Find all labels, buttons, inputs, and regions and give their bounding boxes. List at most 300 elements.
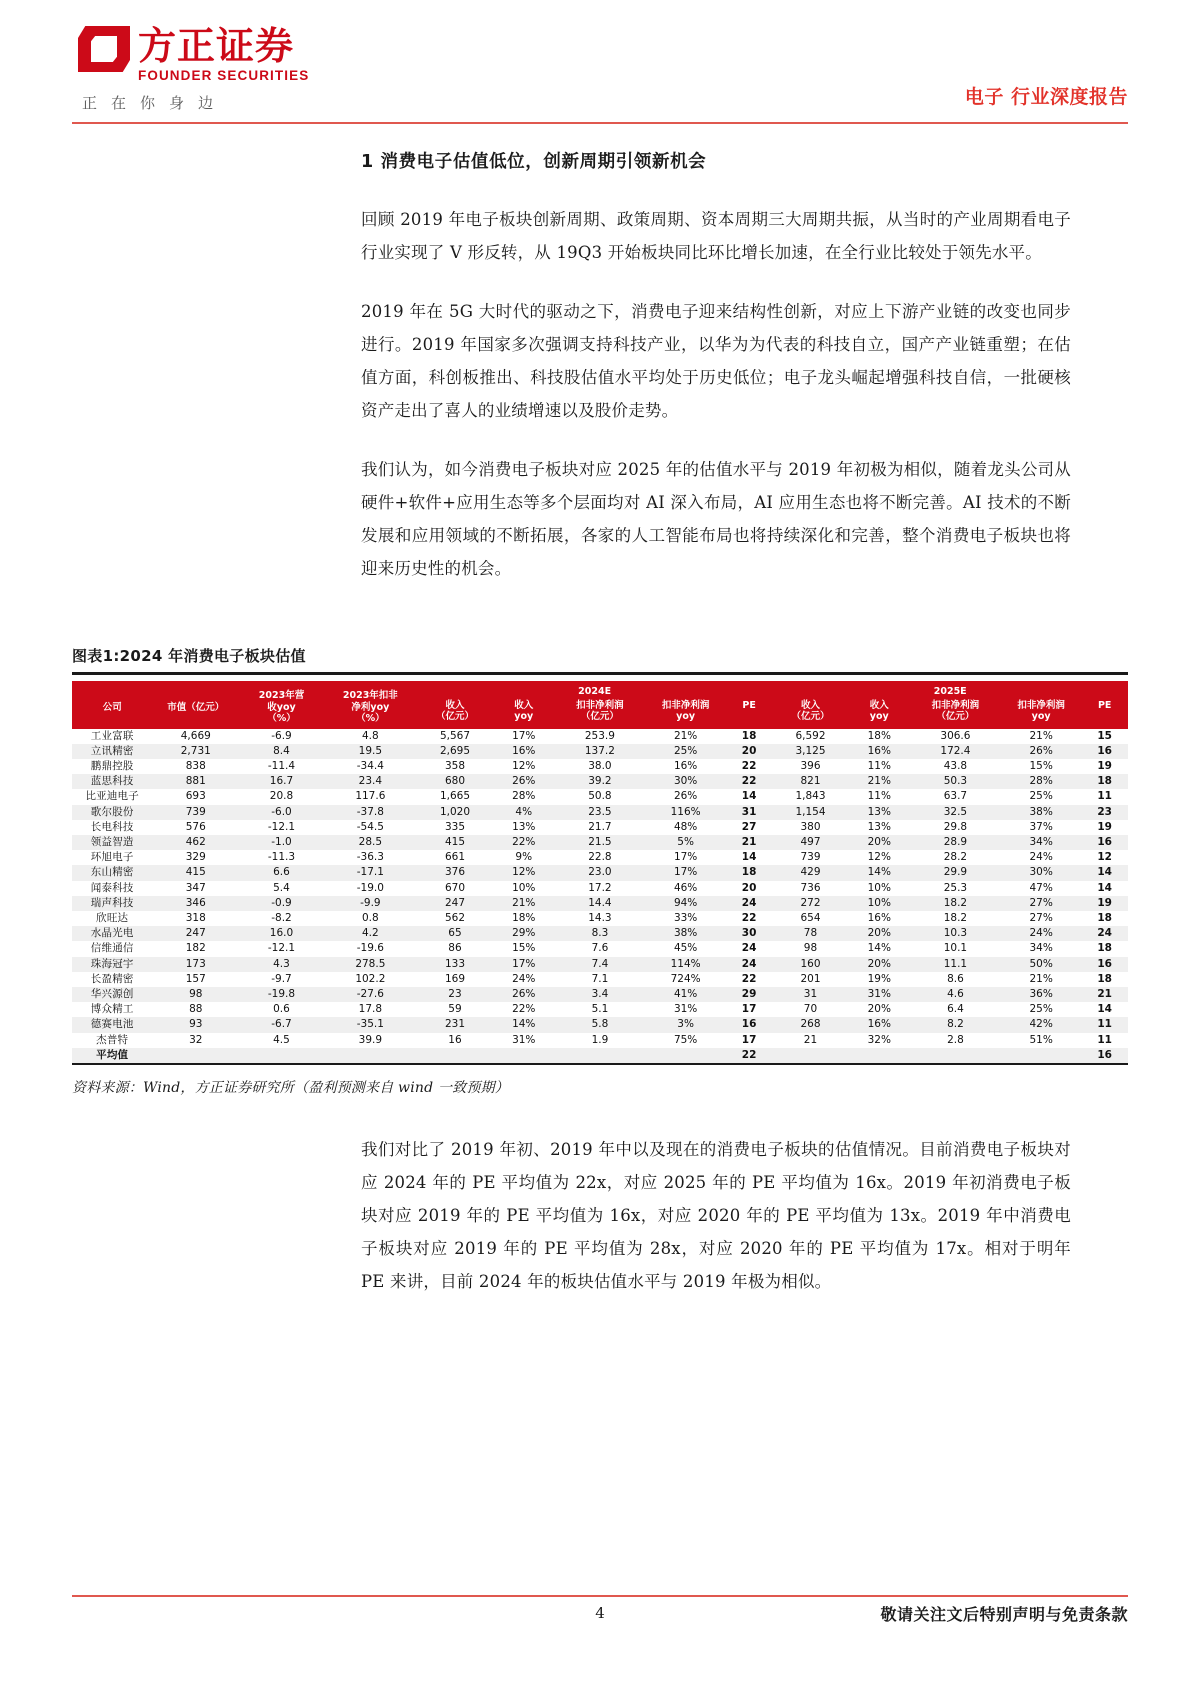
cell-np24: 50.8 (554, 789, 645, 804)
cell-revyoy24: 12% (493, 865, 554, 880)
cell-mktcap: 247 (152, 926, 239, 941)
cell-rev25: 429 (772, 865, 848, 880)
cell-revyoy25: 13% (849, 820, 910, 835)
cell-revyoy24: 22% (493, 835, 554, 850)
cell-npyoy25: 27% (1001, 896, 1081, 911)
cell-name: 环旭电子 (72, 850, 152, 865)
cell-revyoy24: 13% (493, 820, 554, 835)
cell-rev25: 821 (772, 774, 848, 789)
cell-rev24: 5,567 (417, 729, 493, 744)
cell-np23: 19.5 (324, 744, 417, 759)
cell-mktcap: 881 (152, 774, 239, 789)
cell-rev24: 86 (417, 941, 493, 956)
cell-mktcap: 318 (152, 911, 239, 926)
cell-np24: 39.2 (554, 774, 645, 789)
cell-rev25: 272 (772, 896, 848, 911)
th-np-yoy-2023-line2: 净利yoy (351, 701, 390, 713)
cell-revyoy24: 16% (493, 744, 554, 759)
cell-np24: 8.3 (554, 926, 645, 941)
cell-rev24: 1,665 (417, 789, 493, 804)
cell-pe24: 22 (726, 759, 773, 774)
figure-top-rule (72, 672, 1128, 675)
th-rev-2024 (417, 700, 493, 729)
cell-npyoy25: 25% (1001, 789, 1081, 804)
cell-pe24: 18 (726, 865, 773, 880)
cell-name: 信维通信 (72, 941, 152, 956)
cell-mktcap: 739 (152, 805, 239, 820)
table-row (72, 881, 1128, 896)
table-row (72, 941, 1128, 956)
cell-mktcap: 173 (152, 957, 239, 972)
cell-pe24: 24 (726, 896, 773, 911)
table-row (72, 759, 1128, 774)
cell-npyoy24: 3% (645, 1017, 725, 1032)
table-row (72, 789, 1128, 804)
cell-np24: 14.4 (554, 896, 645, 911)
th-npyoy-2025 (1001, 700, 1081, 729)
cell-name: 立讯精密 (72, 744, 152, 759)
cell-pe25: 16 (1081, 957, 1128, 972)
cell-revyoy25: 21% (849, 774, 910, 789)
cell-rev23: -6.9 (239, 729, 324, 744)
cell-np23: -9.9 (324, 896, 417, 911)
cell-rev24: 358 (417, 759, 493, 774)
cell-np24: 7.6 (554, 941, 645, 956)
cell-np23: 17.8 (324, 1002, 417, 1017)
th-revyoy-2025-line1: 收入 (869, 699, 889, 711)
cell-revyoy25: 20% (849, 1002, 910, 1017)
cell-pe24: 17 (726, 1033, 773, 1048)
table-row (72, 1002, 1128, 1017)
cell-npyoy25: 51% (1001, 1033, 1081, 1048)
cell-npyoy24: 21% (645, 729, 725, 744)
avg-cell-revyoy24 (493, 1048, 554, 1063)
valuation-table (72, 681, 1128, 1063)
cell-pe25: 18 (1081, 972, 1128, 987)
cell-np25: 50.3 (910, 774, 1001, 789)
cell-npyoy25: 21% (1001, 729, 1081, 744)
cell-pe24: 22 (726, 972, 773, 987)
avg-cell-np25 (910, 1048, 1001, 1063)
cell-npyoy24: 38% (645, 926, 725, 941)
cell-np25: 32.5 (910, 805, 1001, 820)
cell-np23: 278.5 (324, 957, 417, 972)
founder-logo-mark (78, 26, 130, 72)
cell-rev25: 78 (772, 926, 848, 941)
cell-pe24: 16 (726, 1017, 773, 1032)
cell-pe24: 20 (726, 744, 773, 759)
avg-cell-npyoy25 (1001, 1048, 1081, 1063)
cell-np25: 2.8 (910, 1033, 1001, 1048)
cell-rev24: 247 (417, 896, 493, 911)
cell-rev23: 6.6 (239, 865, 324, 880)
cell-rev23: -12.1 (239, 820, 324, 835)
cell-rev23: -1.0 (239, 835, 324, 850)
table-row (72, 744, 1128, 759)
table-average-row (72, 1048, 1128, 1063)
th-group-2025e: 2025E (772, 681, 1128, 700)
cell-revyoy24: 18% (493, 911, 554, 926)
paragraph-2: 2019 年在 5G 大时代的驱动之下，消费电子迎来结构性创新，对应上下游产业链的改变也同步进行。2019 年国家多次强调支持科技产业，以华为为代表的科技自立，国产产业链重塑；在估值方面，科创板推出、科技股估值水平均处于历史低位；电子龙头崛起增强科技自信，一批硬核资产走出了喜人的业绩增速以及股价走势。 (361, 302, 1071, 420)
cell-npyoy24: 41% (645, 987, 725, 1002)
cell-np25: 8.2 (910, 1017, 1001, 1032)
table-row (72, 972, 1128, 987)
footer-disclaimer: 敬请关注文后特别声明与免责条款 (880, 1605, 1128, 1624)
cell-mktcap: 576 (152, 820, 239, 835)
th-np-yoy-2023-line1: 2023年扣非 (342, 690, 398, 701)
cell-mktcap: 93 (152, 1017, 239, 1032)
table-row (72, 1033, 1128, 1048)
cell-rev24: 23 (417, 987, 493, 1002)
th-rev-yoy-2023-line1: 2023年营 (258, 690, 305, 701)
cell-pe24: 24 (726, 957, 773, 972)
cell-revyoy25: 14% (849, 941, 910, 956)
cell-rev23: -12.1 (239, 941, 324, 956)
cell-revyoy24: 4% (493, 805, 554, 820)
cell-np25: 43.8 (910, 759, 1001, 774)
cell-rev23: -6.0 (239, 805, 324, 820)
cell-revyoy24: 21% (493, 896, 554, 911)
cell-rev25: 31 (772, 987, 848, 1002)
cell-revyoy24: 10% (493, 881, 554, 896)
avg-cell-pe25: 16 (1081, 1048, 1128, 1063)
th-revyoy-2024-line1: 收入 (514, 699, 534, 711)
cell-name: 华兴源创 (72, 987, 152, 1002)
cell-np25: 10.3 (910, 926, 1001, 941)
cell-npyoy25: 26% (1001, 744, 1081, 759)
cell-np24: 3.4 (554, 987, 645, 1002)
cell-rev24: 169 (417, 972, 493, 987)
avg-cell-revyoy25 (849, 1048, 910, 1063)
cell-revyoy24: 15% (493, 941, 554, 956)
cell-np25: 29.9 (910, 865, 1001, 880)
avg-cell-mktcap (152, 1048, 239, 1063)
cell-revyoy25: 11% (849, 759, 910, 774)
cell-revyoy24: 17% (493, 729, 554, 744)
cell-name: 蓝思科技 (72, 774, 152, 789)
cell-rev23: -9.7 (239, 972, 324, 987)
paragraph-3: 我们认为，如今消费电子板块对应 2025 年的估值水平与 2019 年初极为相似，随着龙头公司从硬件+软件+应用生态等多个层面均对 AI 深入布局，AI 应用生态也将不断完善。AI 技术的不断发展和应用领域的不断拓展，各家的人工智能布局也将持续深化和完善，整个消费电子板块也将迎来历史性的机会。 (361, 460, 1071, 578)
paragraph-closing: 我们对比了 2019 年初、2019 年中以及现在的消费电子板块的估值情况。目前消费电子板块对应 2024 年的 PE 平均值为 22x，对应 2025 年的 PE 平均值为 16x。2019 年初消费电子板块对应 2019 年的 PE 平均值为 16x，对应 2020 年的 PE 平均值为 13x。2019 年中消费电子板块对应 2019 年的 PE 平均值为 28x，对应 2020 年的 PE 平均值为 17x。相对于明年 PE 来讲，目前 2024 年的板块估值水平与 2019 年极为相似。 (361, 1140, 1071, 1291)
table-row (72, 896, 1128, 911)
cell-mktcap: 415 (152, 865, 239, 880)
th-revyoy-2024-line2: yoy (514, 711, 534, 722)
cell-revyoy25: 16% (849, 1017, 910, 1032)
cell-npyoy24: 30% (645, 774, 725, 789)
cell-pe24: 17 (726, 1002, 773, 1017)
cell-mktcap: 347 (152, 881, 239, 896)
cell-npyoy25: 24% (1001, 926, 1081, 941)
th-npyoy-2025-line2: yoy (1031, 711, 1051, 722)
th-np-2025 (910, 700, 1001, 729)
cell-revyoy25: 16% (849, 744, 910, 759)
cell-npyoy25: 34% (1001, 941, 1081, 956)
cell-name: 瑞声科技 (72, 896, 152, 911)
cell-np25: 18.2 (910, 896, 1001, 911)
table-row (72, 926, 1128, 941)
cell-pe25: 14 (1081, 865, 1128, 880)
cell-rev24: 335 (417, 820, 493, 835)
cell-pe25: 14 (1081, 881, 1128, 896)
avg-cell-rev25 (772, 1048, 848, 1063)
th-npyoy-2024-line1: 扣非净利润 (661, 699, 710, 711)
th-npyoy-2024 (645, 700, 725, 729)
report-type-label: 电子 行业深度报告 (964, 86, 1128, 108)
cell-pe25: 19 (1081, 896, 1128, 911)
th-npyoy-2024-line2: yoy (676, 711, 696, 722)
cell-revyoy25: 13% (849, 805, 910, 820)
cell-np23: -35.1 (324, 1017, 417, 1032)
table-body (72, 729, 1128, 1063)
cell-rev24: 670 (417, 881, 493, 896)
cell-np25: 306.6 (910, 729, 1001, 744)
cell-np24: 7.4 (554, 957, 645, 972)
cell-rev23: 4.5 (239, 1033, 324, 1048)
cell-npyoy24: 33% (645, 911, 725, 926)
cell-revyoy24: 12% (493, 759, 554, 774)
cell-np23: 28.5 (324, 835, 417, 850)
cell-rev25: 380 (772, 820, 848, 835)
cell-rev24: 2,695 (417, 744, 493, 759)
cell-mktcap: 157 (152, 972, 239, 987)
cell-revyoy25: 20% (849, 926, 910, 941)
cell-pe25: 11 (1081, 1033, 1128, 1048)
cell-name: 欣旺达 (72, 911, 152, 926)
cell-mktcap: 329 (152, 850, 239, 865)
article-body-closing (361, 1133, 1071, 1324)
cell-npyoy25: 21% (1001, 972, 1081, 987)
cell-rev23: 0.6 (239, 1002, 324, 1017)
cell-rev24: 231 (417, 1017, 493, 1032)
cell-pe24: 21 (726, 835, 773, 850)
th-np-2025-line2: （亿元） (936, 711, 975, 722)
cell-rev23: 16.7 (239, 774, 324, 789)
th-rev-yoy-2023-line3: （%） (267, 713, 296, 724)
th-pe-2025: PE (1081, 700, 1128, 729)
cell-name: 东山精密 (72, 865, 152, 880)
figure-bottom-rule (72, 1063, 1128, 1065)
cell-revyoy25: 14% (849, 865, 910, 880)
cell-rev23: 5.4 (239, 881, 324, 896)
table-row (72, 1017, 1128, 1032)
cell-np24: 23.0 (554, 865, 645, 880)
cell-np25: 63.7 (910, 789, 1001, 804)
th-revyoy-2025-line2: yoy (869, 711, 889, 722)
cell-np25: 6.4 (910, 1002, 1001, 1017)
cell-np23: 0.8 (324, 911, 417, 926)
cell-rev25: 1,154 (772, 805, 848, 820)
th-rev-yoy-2023 (239, 681, 324, 729)
cell-rev25: 1,843 (772, 789, 848, 804)
header-divider (72, 122, 1128, 124)
cell-revyoy25: 11% (849, 789, 910, 804)
cell-np24: 5.8 (554, 1017, 645, 1032)
cell-name: 长电科技 (72, 820, 152, 835)
cell-np25: 10.1 (910, 941, 1001, 956)
cell-npyoy25: 27% (1001, 911, 1081, 926)
cell-npyoy24: 46% (645, 881, 725, 896)
cell-rev23: 16.0 (239, 926, 324, 941)
cell-pe24: 29 (726, 987, 773, 1002)
cell-np25: 28.2 (910, 850, 1001, 865)
cell-npyoy24: 5% (645, 835, 725, 850)
company-logo (78, 26, 309, 113)
cell-rev25: 160 (772, 957, 848, 972)
section-heading: 1 消费电子估值低位，创新周期引领新机会 (361, 152, 707, 172)
table-row (72, 911, 1128, 926)
cell-rev25: 21 (772, 1033, 848, 1048)
cell-revyoy25: 12% (849, 850, 910, 865)
cell-name: 珠海冠宇 (72, 957, 152, 972)
cell-npyoy24: 25% (645, 744, 725, 759)
cell-np24: 253.9 (554, 729, 645, 744)
table-row (72, 865, 1128, 880)
cell-npyoy24: 48% (645, 820, 725, 835)
figure-source: 资料来源：Wind，方正证券研究所（盈利预测来自 wind 一致预期） (72, 1079, 509, 1096)
cell-revyoy24: 29% (493, 926, 554, 941)
cell-mktcap: 2,731 (152, 744, 239, 759)
cell-rev24: 133 (417, 957, 493, 972)
cell-npyoy25: 34% (1001, 835, 1081, 850)
avg-cell-npyoy24 (645, 1048, 725, 1063)
avg-cell-np24 (554, 1048, 645, 1063)
th-company: 公司 (72, 681, 152, 729)
cell-np24: 1.9 (554, 1033, 645, 1048)
cell-npyoy25: 36% (1001, 987, 1081, 1002)
cell-pe25: 18 (1081, 774, 1128, 789)
cell-npyoy24: 116% (645, 805, 725, 820)
cell-name: 工业富联 (72, 729, 152, 744)
cell-pe24: 18 (726, 729, 773, 744)
cell-mktcap: 462 (152, 835, 239, 850)
cell-pe25: 18 (1081, 941, 1128, 956)
logo-english-name: FOUNDER SECURITIES (138, 68, 310, 83)
cell-np23: -36.3 (324, 850, 417, 865)
cell-npyoy25: 50% (1001, 957, 1081, 972)
cell-np25: 25.3 (910, 881, 1001, 896)
cell-rev25: 736 (772, 881, 848, 896)
cell-revyoy25: 10% (849, 896, 910, 911)
cell-mktcap: 98 (152, 987, 239, 1002)
cell-rev23: -6.7 (239, 1017, 324, 1032)
cell-npyoy24: 75% (645, 1033, 725, 1048)
cell-np24: 137.2 (554, 744, 645, 759)
th-rev-2024-line2: （亿元） (435, 711, 474, 722)
cell-np25: 11.1 (910, 957, 1001, 972)
cell-name: 德赛电池 (72, 1017, 152, 1032)
cell-rev23: -19.8 (239, 987, 324, 1002)
cell-revyoy24: 14% (493, 1017, 554, 1032)
cell-rev23: 4.3 (239, 957, 324, 972)
cell-mktcap: 182 (152, 941, 239, 956)
cell-revyoy25: 16% (849, 911, 910, 926)
cell-pe25: 11 (1081, 789, 1128, 804)
th-rev-2025 (772, 700, 848, 729)
cell-npyoy24: 16% (645, 759, 725, 774)
cell-np25: 28.9 (910, 835, 1001, 850)
cell-npyoy24: 17% (645, 850, 725, 865)
th-np-yoy-2023-line3: （%） (356, 713, 385, 724)
cell-pe25: 19 (1081, 759, 1128, 774)
cell-npyoy24: 724% (645, 972, 725, 987)
cell-pe25: 18 (1081, 911, 1128, 926)
cell-rev24: 59 (417, 1002, 493, 1017)
cell-np23: -17.1 (324, 865, 417, 880)
cell-npyoy25: 47% (1001, 881, 1081, 896)
th-rev-yoy-2023-line2: 收yoy (267, 701, 296, 713)
cell-name: 歌尔股份 (72, 805, 152, 820)
cell-revyoy25: 19% (849, 972, 910, 987)
cell-rev24: 661 (417, 850, 493, 865)
cell-revyoy25: 32% (849, 1033, 910, 1048)
page-header (0, 0, 1200, 126)
cell-pe25: 14 (1081, 1002, 1128, 1017)
cell-name: 长盈精密 (72, 972, 152, 987)
cell-revyoy25: 10% (849, 881, 910, 896)
th-pe-2024: PE (726, 700, 773, 729)
page-number: 4 (595, 1604, 605, 1622)
cell-rev25: 654 (772, 911, 848, 926)
cell-revyoy24: 31% (493, 1033, 554, 1048)
th-np-2024-line1: 扣非净利润 (576, 699, 624, 711)
cell-pe24: 14 (726, 789, 773, 804)
cell-name: 水晶光电 (72, 926, 152, 941)
th-rev-2024-line1: 收入 (445, 699, 465, 711)
cell-rev23: -8.2 (239, 911, 324, 926)
cell-rev24: 415 (417, 835, 493, 850)
cell-mktcap: 838 (152, 759, 239, 774)
cell-pe25: 11 (1081, 1017, 1128, 1032)
cell-npyoy25: 24% (1001, 850, 1081, 865)
cell-np23: 117.6 (324, 789, 417, 804)
cell-name: 闻泰科技 (72, 881, 152, 896)
cell-pe24: 20 (726, 881, 773, 896)
table-row (72, 987, 1128, 1002)
th-revyoy-2025 (849, 700, 910, 729)
cell-np23: 23.4 (324, 774, 417, 789)
cell-np23: 4.8 (324, 729, 417, 744)
cell-np23: -19.6 (324, 941, 417, 956)
cell-pe24: 27 (726, 820, 773, 835)
cell-pe25: 21 (1081, 987, 1128, 1002)
table-row (72, 957, 1128, 972)
avg-cell-rev24 (417, 1048, 493, 1063)
cell-pe25: 16 (1081, 835, 1128, 850)
th-np-yoy-2023 (324, 681, 417, 729)
cell-npyoy24: 94% (645, 896, 725, 911)
cell-revyoy25: 31% (849, 987, 910, 1002)
logo-chinese-name: 方正证券 (138, 24, 295, 68)
cell-np25: 172.4 (910, 744, 1001, 759)
figure-1 (72, 645, 1128, 1097)
cell-np23: -54.5 (324, 820, 417, 835)
th-rev-2025-line2: （亿元） (791, 711, 830, 722)
cell-rev23: -0.9 (239, 896, 324, 911)
cell-npyoy24: 114% (645, 957, 725, 972)
cell-rev23: 8.4 (239, 744, 324, 759)
cell-pe24: 31 (726, 805, 773, 820)
cell-pe25: 24 (1081, 926, 1128, 941)
cell-npyoy25: 28% (1001, 774, 1081, 789)
cell-rev25: 3,125 (772, 744, 848, 759)
figure-title: 图表1:2024 年消费电子板块估值 (72, 647, 306, 665)
cell-np24: 23.5 (554, 805, 645, 820)
table-header (72, 681, 1128, 729)
cell-rev25: 6,592 (772, 729, 848, 744)
avg-cell-np23 (324, 1048, 417, 1063)
avg-cell-name: 平均值 (72, 1048, 152, 1063)
cell-rev24: 1,020 (417, 805, 493, 820)
